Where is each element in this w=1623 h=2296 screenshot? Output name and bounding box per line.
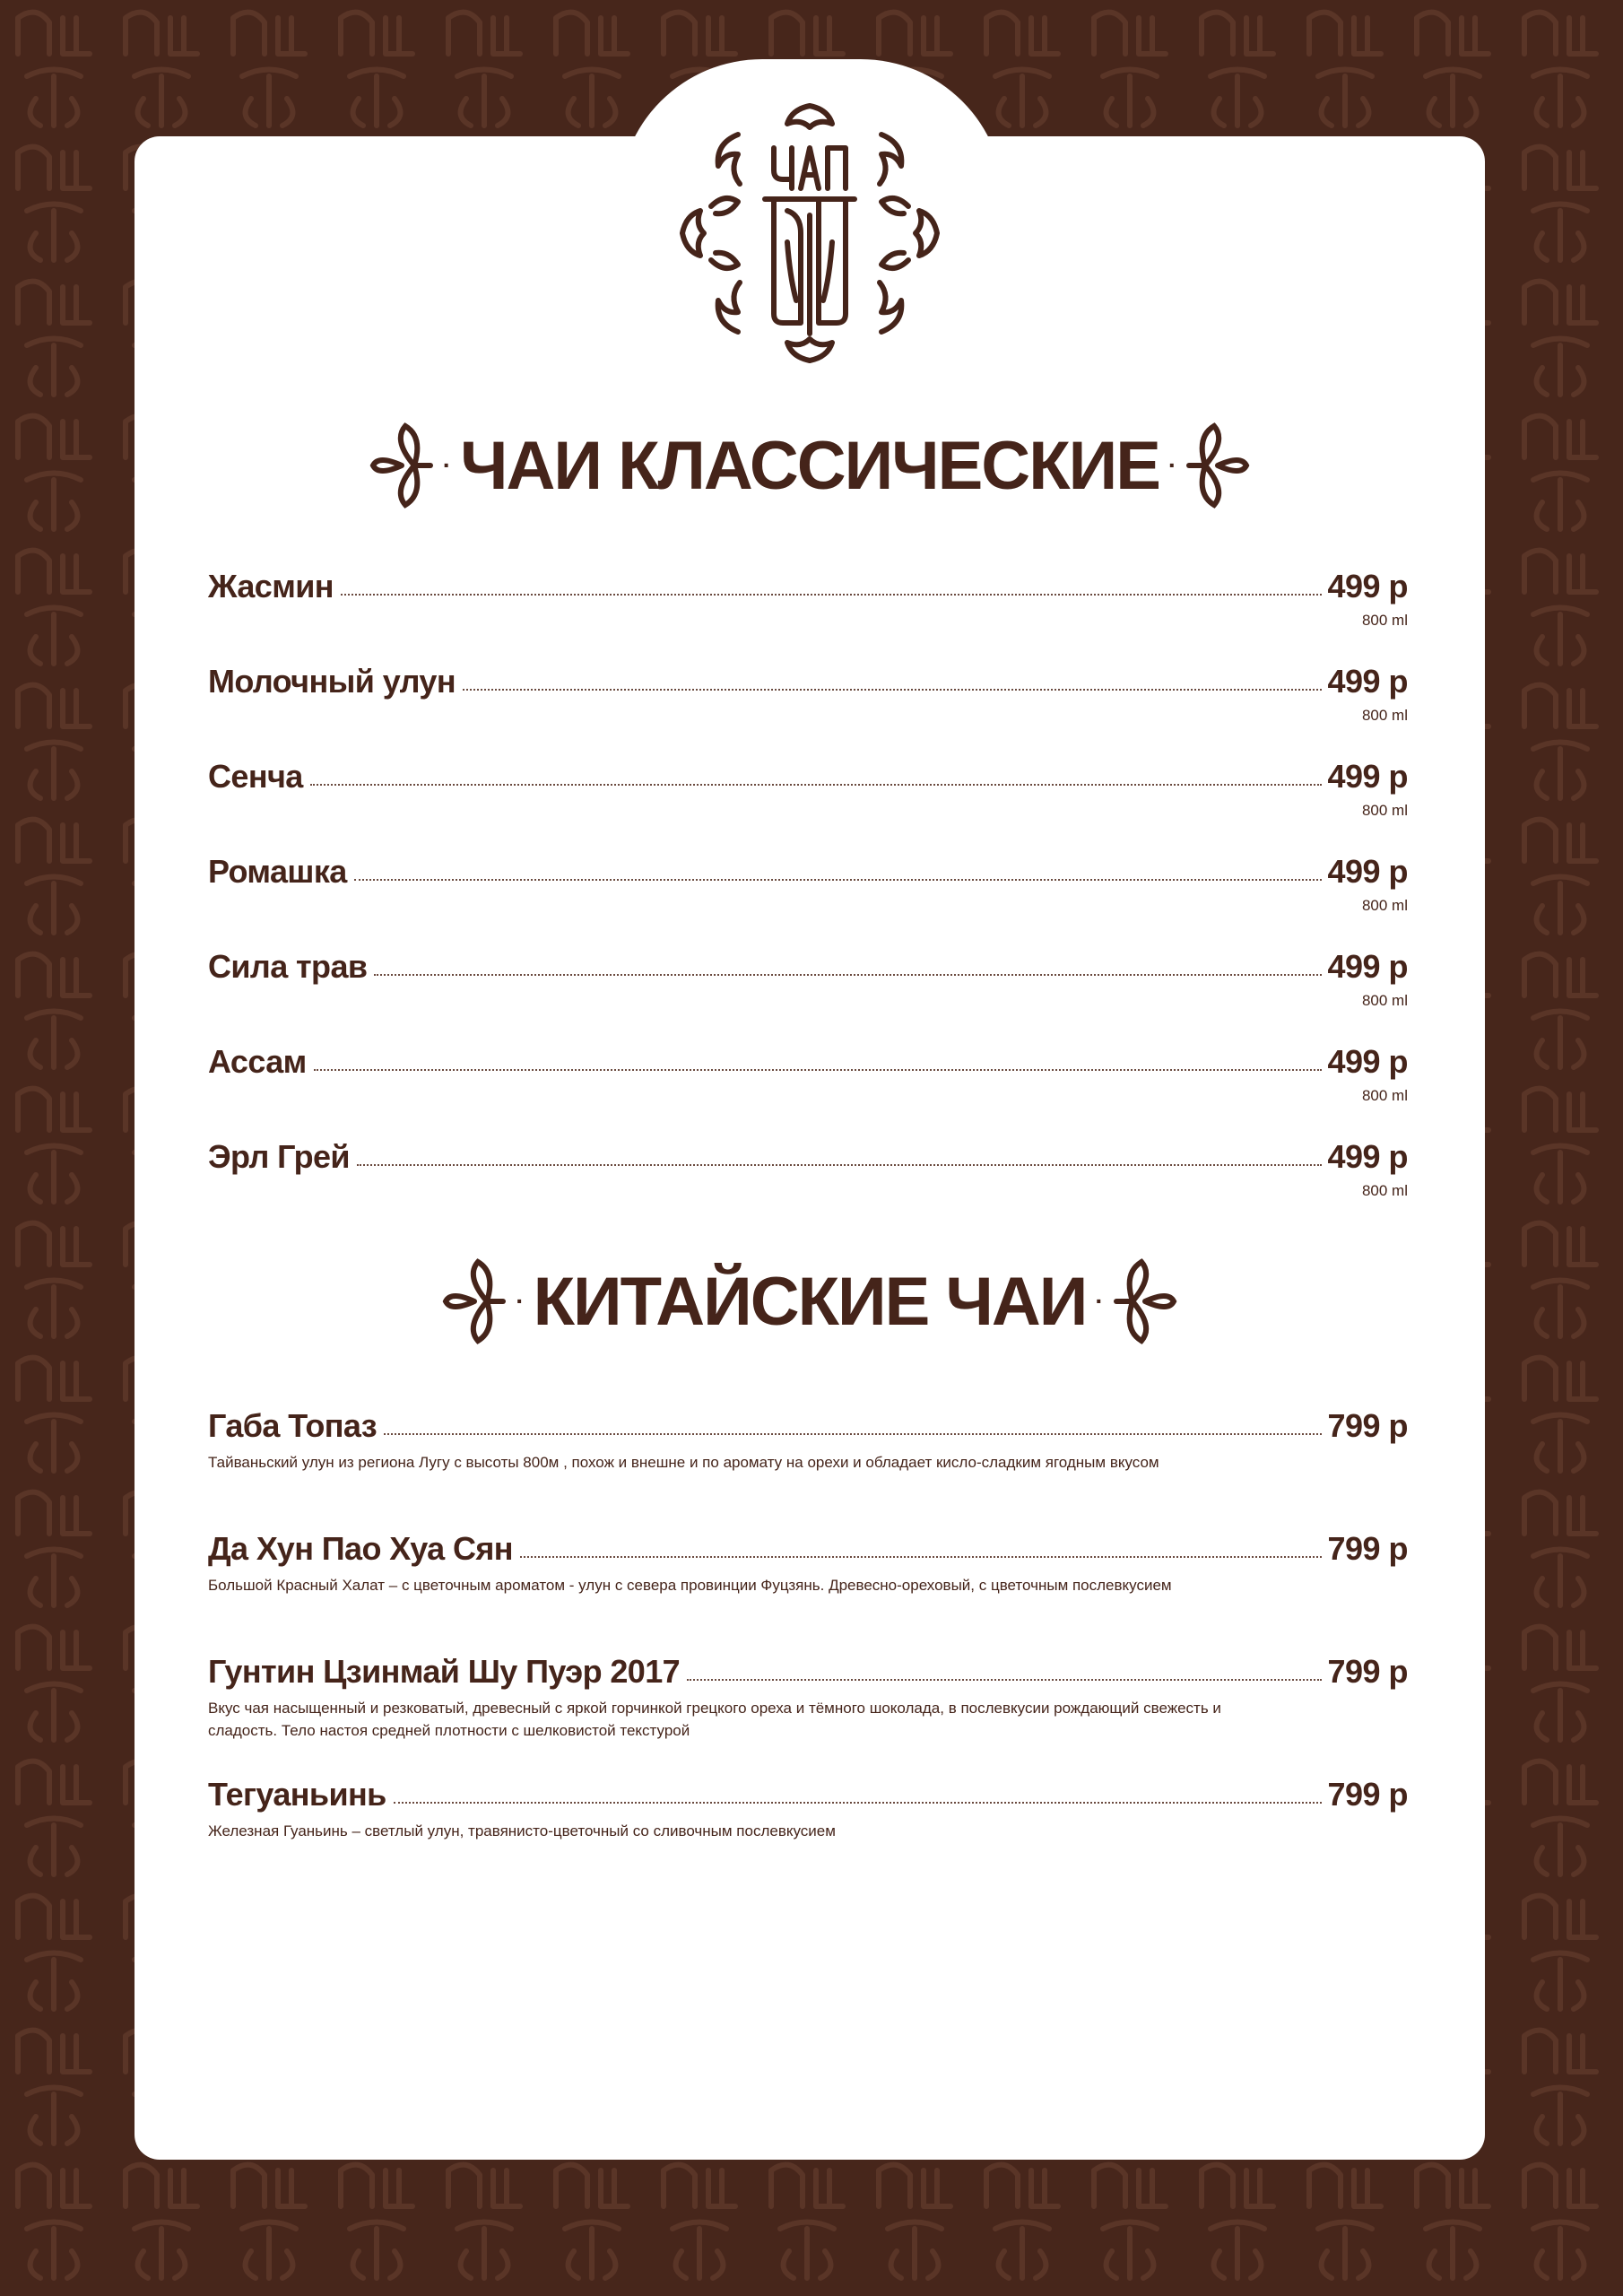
item-name: Сила трав (208, 948, 368, 985)
item-name: Габа Топаз (208, 1407, 378, 1444)
item-price: 499 р (1327, 663, 1408, 700)
heading-dot-right: · (1095, 1287, 1104, 1315)
item-volume: 800 ml (1361, 707, 1408, 724)
item-description: Железная Гуаньинь – светлый улун, травянисто-цветочный со сливочным послевкусием (208, 1822, 836, 1839)
item-volume: 800 ml (1361, 1087, 1408, 1104)
item-name: Гунтин Цзинмай Шу Пуэр 2017 (208, 1653, 681, 1690)
dotted-leader (520, 1556, 1323, 1558)
item-price: 799 р (1327, 1776, 1408, 1813)
item-description: Большой Красный Халат – с цветочным ароматом - улун с севера провинции Фуцзянь. Древесно-ореховый, с цветочным послевкусием (208, 1577, 1172, 1594)
item-name: Да Хун Пао Хуа Сян (208, 1530, 513, 1567)
item-volume: 800 ml (1361, 1182, 1408, 1199)
item-name: Ромашка (208, 853, 347, 890)
item-description: Вкус чая насыщенный и резковатый, древесный с яркой горчинкой грецкого ореха и тёмного шоколада, в послевкусии рождающий свежесть и сладость. Тело настоя средней плотности с шелковистой текстурой (208, 1700, 1221, 1739)
menu-item (208, 1764, 1408, 1842)
item-name: Тегуаньинь (208, 1776, 386, 1813)
item-price: 499 р (1327, 1043, 1408, 1080)
section-title: КИТАЙСКИЕ ЧАИ (533, 1263, 1087, 1340)
item-description: Тайваньский улун из региона Лугу с высоты 800м , похож и внешне и по аромату на орехи и обладает кисло-сладким ягодным вкусом (208, 1454, 1159, 1471)
section-title: ЧАИ КЛАССИЧЕСКИЕ (460, 427, 1159, 504)
section-heading-chinese (135, 1252, 1485, 1351)
item-price: 799 р (1327, 1407, 1408, 1444)
item-volume: 800 ml (1361, 612, 1408, 629)
item-price: 499 р (1327, 853, 1408, 890)
menu-item (208, 1396, 1408, 1474)
menu-item (208, 1031, 1408, 1105)
item-price: 799 р (1327, 1653, 1408, 1690)
menu-item (208, 1518, 1408, 1596)
item-volume: 800 ml (1361, 992, 1408, 1009)
dotted-leader (357, 1164, 1322, 1166)
menu-item (208, 556, 1408, 630)
heading-dot-right: · (1167, 451, 1177, 479)
item-price: 499 р (1327, 1138, 1408, 1175)
section-heading-classic (135, 416, 1485, 515)
leaf-ornament-icon (369, 419, 434, 512)
menu-item (208, 1641, 1408, 1742)
dotted-leader (341, 594, 1323, 596)
item-name: Сенча (208, 758, 303, 795)
item-price: 499 р (1327, 948, 1408, 985)
leaf-ornament-icon (442, 1255, 507, 1348)
item-name: Жасмин (208, 568, 334, 604)
item-name: Молочный улун (208, 663, 456, 700)
item-name: Ассам (208, 1043, 307, 1080)
dotted-leader (374, 974, 1322, 976)
menu-item (208, 1126, 1408, 1200)
dotted-leader (463, 689, 1322, 691)
menu-item (208, 841, 1408, 915)
dotted-leader (314, 1069, 1323, 1071)
heading-dot-left: · (516, 1287, 525, 1315)
menu-item (208, 936, 1408, 1010)
tea-house-logo (675, 99, 944, 368)
leaf-ornament-icon (1113, 1255, 1177, 1348)
menu-item (208, 746, 1408, 820)
item-price: 499 р (1327, 568, 1408, 604)
dotted-leader (354, 879, 1323, 881)
heading-dot-left: · (442, 451, 452, 479)
dotted-leader (384, 1433, 1322, 1435)
leaf-ornament-icon (1185, 419, 1250, 512)
dotted-leader (310, 784, 1323, 786)
dotted-leader (687, 1679, 1322, 1681)
item-volume: 800 ml (1361, 897, 1408, 914)
item-volume: 800 ml (1361, 802, 1408, 819)
menu-item (208, 651, 1408, 725)
item-name: Эрл Грей (208, 1138, 350, 1175)
item-price: 499 р (1327, 758, 1408, 795)
item-price: 799 р (1327, 1530, 1408, 1567)
dotted-leader (394, 1802, 1323, 1804)
